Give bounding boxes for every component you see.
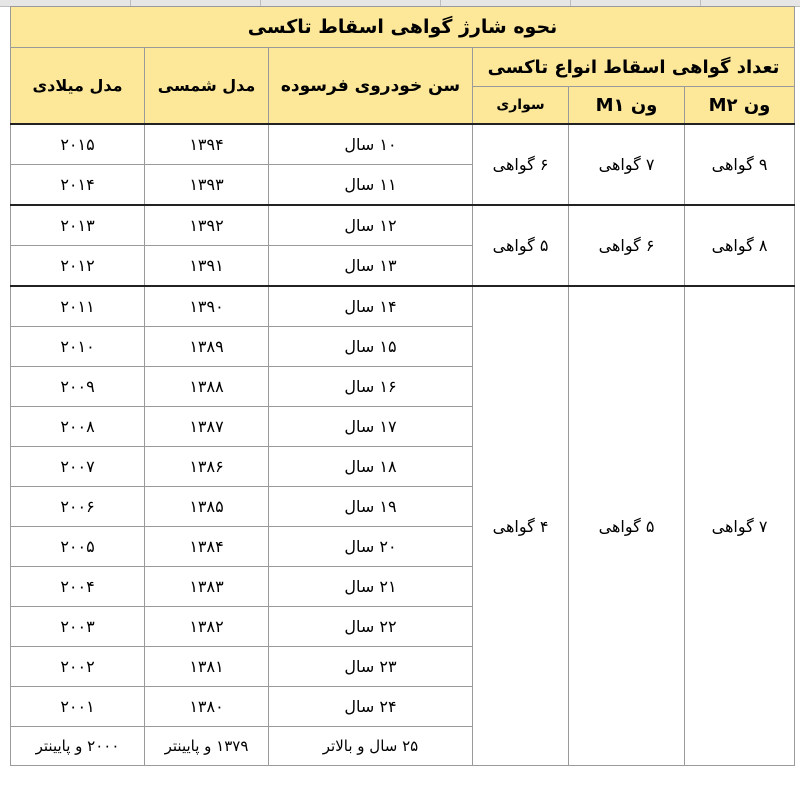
table-row	[11, 124, 795, 165]
shamsi-cell: ۱۳۹۰	[145, 286, 269, 327]
age-cell: ۱۷ سال	[269, 407, 473, 447]
shamsi-cell: ۱۳۹۱	[145, 246, 269, 287]
age-cell: ۱۳ سال	[269, 246, 473, 287]
shamsi-cell: ۱۳۷۹ و پایینتر	[145, 727, 269, 766]
group-van-m2-value: ۷ گواهی	[685, 286, 795, 766]
age-cell: ۲۴ سال	[269, 687, 473, 727]
miladi-cell: ۲۰۰۳	[11, 607, 145, 647]
header-van-m2: ون M۲	[685, 87, 795, 125]
header-shamsi-model: مدل شمسی	[145, 48, 269, 125]
age-cell: ۱۱ سال	[269, 165, 473, 206]
group-van-m2-value: ۹ گواهی	[685, 124, 795, 205]
shamsi-cell: ۱۳۸۱	[145, 647, 269, 687]
age-cell: ۲۱ سال	[269, 567, 473, 607]
group-savari-value: ۵ گواهی	[473, 205, 569, 286]
miladi-cell: ۲۰۱۱	[11, 286, 145, 327]
shamsi-cell: ۱۳۸۰	[145, 687, 269, 727]
shamsi-cell: ۱۳۸۶	[145, 447, 269, 487]
miladi-cell: ۲۰۰۴	[11, 567, 145, 607]
table-row	[11, 205, 795, 246]
shamsi-cell: ۱۳۸۷	[145, 407, 269, 447]
age-cell: ۱۶ سال	[269, 367, 473, 407]
table-title: نحوه شارژ گواهی اسقاط تاکسی	[11, 7, 795, 48]
group-van-m1-value: ۷ گواهی	[569, 124, 685, 205]
group-savari-value: ۶ گواهی	[473, 124, 569, 205]
group-van-m1-value: ۶ گواهی	[569, 205, 685, 286]
miladi-cell: ۲۰۰۷	[11, 447, 145, 487]
shamsi-cell: ۱۳۹۴	[145, 124, 269, 165]
age-cell: ۲۰ سال	[269, 527, 473, 567]
shamsi-cell: ۱۳۸۴	[145, 527, 269, 567]
shamsi-cell: ۱۳۸۹	[145, 327, 269, 367]
shamsi-cell: ۱۳۹۳	[145, 165, 269, 206]
group-van-m2-value: ۸ گواهی	[685, 205, 795, 286]
age-cell: ۲۲ سال	[269, 607, 473, 647]
shamsi-cell: ۱۳۸۵	[145, 487, 269, 527]
miladi-cell: ۲۰۱۴	[11, 165, 145, 206]
group-van-m1-value: ۵ گواهی	[569, 286, 685, 766]
miladi-cell: ۲۰۰۹	[11, 367, 145, 407]
group-savari-value: ۴ گواهی	[473, 286, 569, 766]
age-cell: ۲۵ سال و بالاتر	[269, 727, 473, 766]
miladi-cell: ۲۰۰۶	[11, 487, 145, 527]
age-cell: ۱۲ سال	[269, 205, 473, 246]
age-cell: ۱۰ سال	[269, 124, 473, 165]
shamsi-cell: ۱۳۸۸	[145, 367, 269, 407]
header-miladi-model: مدل میلادی	[11, 48, 145, 125]
header-van-m1: ون M۱	[569, 87, 685, 125]
age-cell: ۲۳ سال	[269, 647, 473, 687]
shamsi-cell: ۱۳۸۲	[145, 607, 269, 647]
miladi-cell: ۲۰۱۵	[11, 124, 145, 165]
age-cell: ۱۴ سال	[269, 286, 473, 327]
header-vehicle-age: سن خودروی فرسوده	[269, 48, 473, 125]
header-certificate-count: تعداد گواهی اسقاط انواع تاکسی	[473, 48, 795, 87]
header-savari: سواری	[473, 87, 569, 125]
age-cell: ۱۸ سال	[269, 447, 473, 487]
miladi-cell: ۲۰۱۲	[11, 246, 145, 287]
miladi-cell: ۲۰۰۲	[11, 647, 145, 687]
miladi-cell: ۲۰۱۰	[11, 327, 145, 367]
table-row	[11, 286, 795, 327]
miladi-cell: ۲۰۰۵	[11, 527, 145, 567]
miladi-cell: ۲۰۰۱	[11, 687, 145, 727]
age-cell: ۱۵ سال	[269, 327, 473, 367]
taxi-scrap-certificate-table	[10, 6, 795, 766]
miladi-cell: ۲۰۰۰ و پایینتر	[11, 727, 145, 766]
miladi-cell: ۲۰۱۳	[11, 205, 145, 246]
miladi-cell: ۲۰۰۸	[11, 407, 145, 447]
shamsi-cell: ۱۳۸۳	[145, 567, 269, 607]
age-cell: ۱۹ سال	[269, 487, 473, 527]
shamsi-cell: ۱۳۹۲	[145, 205, 269, 246]
